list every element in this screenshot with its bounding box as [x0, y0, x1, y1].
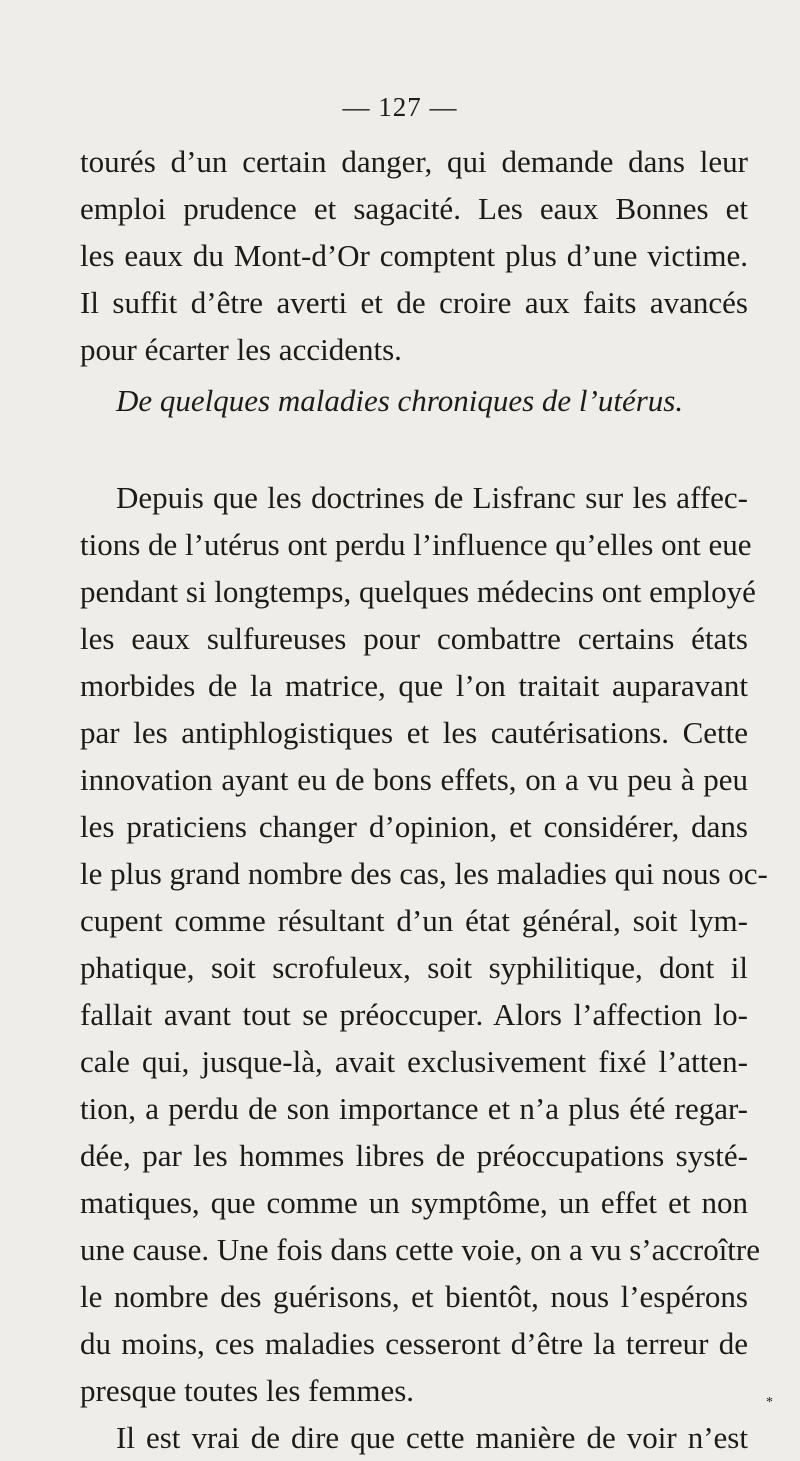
text-line: pour écarter les accidents. — [80, 332, 402, 367]
text-line: cale qui, jusque-là, avait exclusivement fixé l’atten- — [80, 1044, 748, 1079]
text-line: les praticiens changer d’opinion, et considérer, dans — [80, 809, 748, 844]
text-line: par les antiphlogistiques et les cautérisations. Cette — [80, 715, 748, 750]
text-line: dée, par les hommes libres de préoccupations systé- — [80, 1138, 748, 1173]
text-line: les eaux du Mont-d’Or comptent plus d’une victime. — [80, 238, 748, 273]
text-line: tourés d’un certain danger, qui demande dans leur — [80, 144, 748, 179]
text-line: le nombre des guérisons, et bientôt, nous l’espérons — [80, 1279, 748, 1314]
text-line: innovation ayant eu de bons effets, on a vu peu à peu — [80, 762, 748, 797]
text-line: une cause. Une fois dans cette voie, on a vu s’accroître — [80, 1232, 761, 1267]
text-line: Il suffit d’être averti et de croire aux faits avancés — [80, 285, 748, 320]
text-line: les eaux sulfureuses pour combattre certains états — [80, 621, 748, 656]
text-line: matiques, que comme un symptôme, un effet et non — [80, 1185, 748, 1220]
text-line: fallait avant tout se préoccuper. Alors l’affection lo- — [80, 997, 748, 1032]
text-line: Depuis que les doctrines de Lisfranc sur les affec- — [116, 480, 748, 515]
text-line: emploi prudence et sagacité. Les eaux Bonnes et — [80, 191, 748, 226]
text-line: cupent comme résultant d’un état général, soit lym- — [80, 903, 748, 938]
text-line: phatique, soit scrofuleux, soit syphilitique, dont il — [80, 950, 748, 985]
text-line: le plus grand nombre des cas, les maladies qui nous oc- — [80, 856, 768, 891]
text-line: presque toutes les femmes. — [80, 1373, 415, 1408]
text-line: Il est vrai de dire que cette manière de voir n’est — [116, 1420, 748, 1455]
section-heading: De quelques maladies chroniques de l’utérus. — [116, 383, 684, 418]
page-number: — 127 — — [342, 92, 458, 122]
paragraph-main — [80, 474, 768, 1461]
text-line: tion, a perdu de son importance et n’a plus été regar- — [80, 1091, 748, 1126]
signature-mark: * — [766, 1395, 773, 1410]
text-line: morbides de la matrice, que l’on traitait auparavant — [80, 668, 748, 703]
text-line: tions de l’utérus ont perdu l’influence qu’elles ont eue — [80, 527, 752, 562]
paragraph-continuation — [80, 138, 748, 373]
text-line: pendant si longtemps, quelques médecins ont employé — [80, 574, 756, 609]
text-line: du moins, ces maladies cesseront d’être la terreur de — [80, 1326, 748, 1361]
